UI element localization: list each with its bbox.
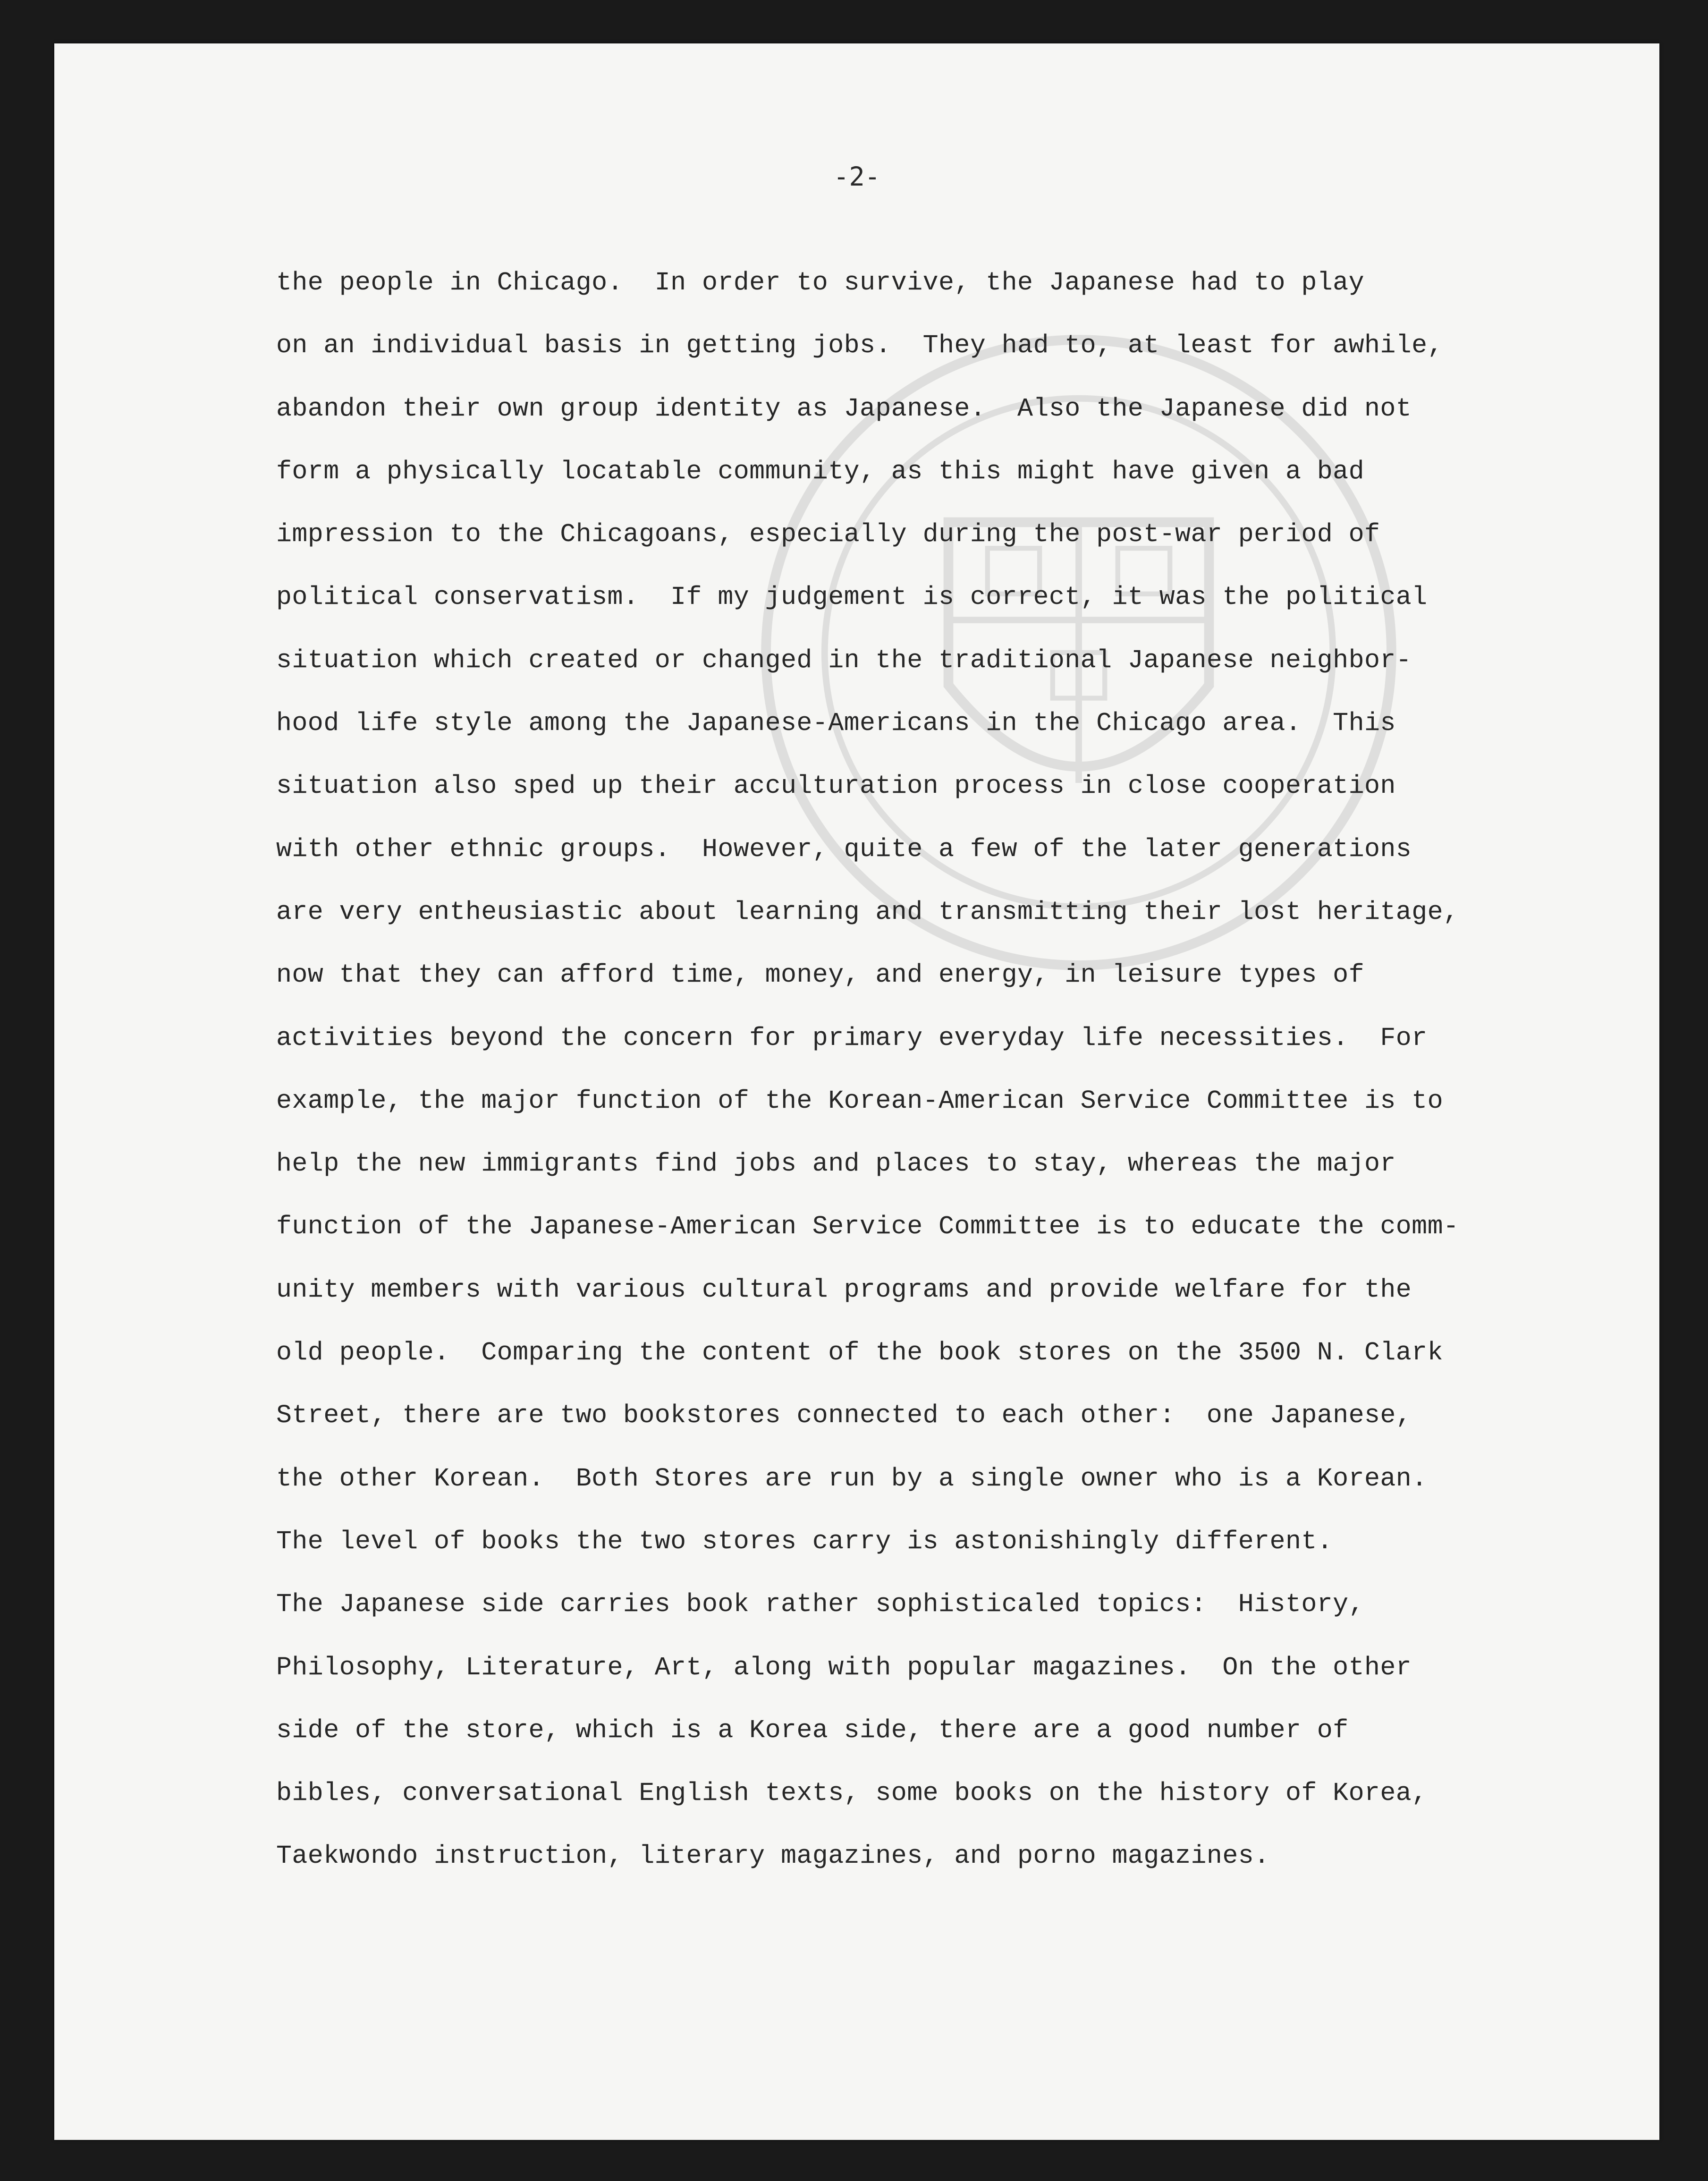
text-line: Street, there are two bookstores connected to each other: one Japanese, <box>276 1400 1412 1431</box>
text-line: help the new immigrants find jobs and places to stay, whereas the major <box>276 1149 1396 1179</box>
text-line: Taekwondo instruction, literary magazines, and porno magazines. <box>276 1841 1270 1871</box>
text-line: hood life style among the Japanese-Americans in the Chicago area. This <box>276 708 1396 738</box>
text-line: are very entheusiastic about learning and transmitting their lost heritage, <box>276 897 1459 927</box>
text-line: side of the store, which is a Korea side, there are a good number of <box>276 1715 1349 1745</box>
text-line: bibles, conversational English texts, some books on the history of Korea, <box>276 1778 1428 1808</box>
document-page <box>54 43 1659 2140</box>
text-line: situation also sped up their acculturation process in close cooperation <box>276 771 1396 801</box>
text-line: The level of books the two stores carry is astonishingly different. <box>276 1526 1333 1556</box>
text-line: impression to the Chicagoans, especially during the post-war period of <box>276 519 1380 550</box>
text-line: the people in Chicago. In order to survive, the Japanese had to play <box>276 268 1364 297</box>
text-line: on an individual basis in getting jobs. They had to, at least for awhile, <box>276 331 1443 361</box>
text-line: political conservatism. If my judgement is correct, it was the political <box>276 582 1428 612</box>
text-line: activities beyond the concern for primary everyday life necessities. For <box>276 1023 1428 1053</box>
text-line: The Japanese side carries book rather sophisticaled topics: History, <box>276 1589 1364 1620</box>
text-line: example, the major function of the Korean-American Service Committee is to <box>276 1086 1443 1116</box>
text-line: situation which created or changed in the traditional Japanese neighbor- <box>276 645 1412 675</box>
text-line: abandon their own group identity as Japanese. Also the Japanese did not <box>276 393 1412 424</box>
text-line: now that they can afford time, money, and energy, in leisure types of <box>276 960 1364 990</box>
text-line: old people. Comparing the content of the book stores on the 3500 N. Clark <box>276 1338 1443 1368</box>
text-line: with other ethnic groups. However, quite a few of the later generations <box>276 834 1412 864</box>
text-line: Philosophy, Literature, Art, along with popular magazines. On the other <box>276 1652 1412 1682</box>
text-line: form a physically locatable community, as this might have given a bad <box>276 456 1364 486</box>
body-paragraph <box>276 251 1645 1888</box>
text-line: unity members with various cultural programs and provide welfare for the <box>276 1274 1412 1305</box>
page-number: -2- <box>833 161 880 192</box>
text-line: the other Korean. Both Stores are run by a single owner who is a Korean. <box>276 1463 1428 1494</box>
text-line: function of the Japanese-American Service Committee is to educate the comm- <box>276 1212 1459 1242</box>
